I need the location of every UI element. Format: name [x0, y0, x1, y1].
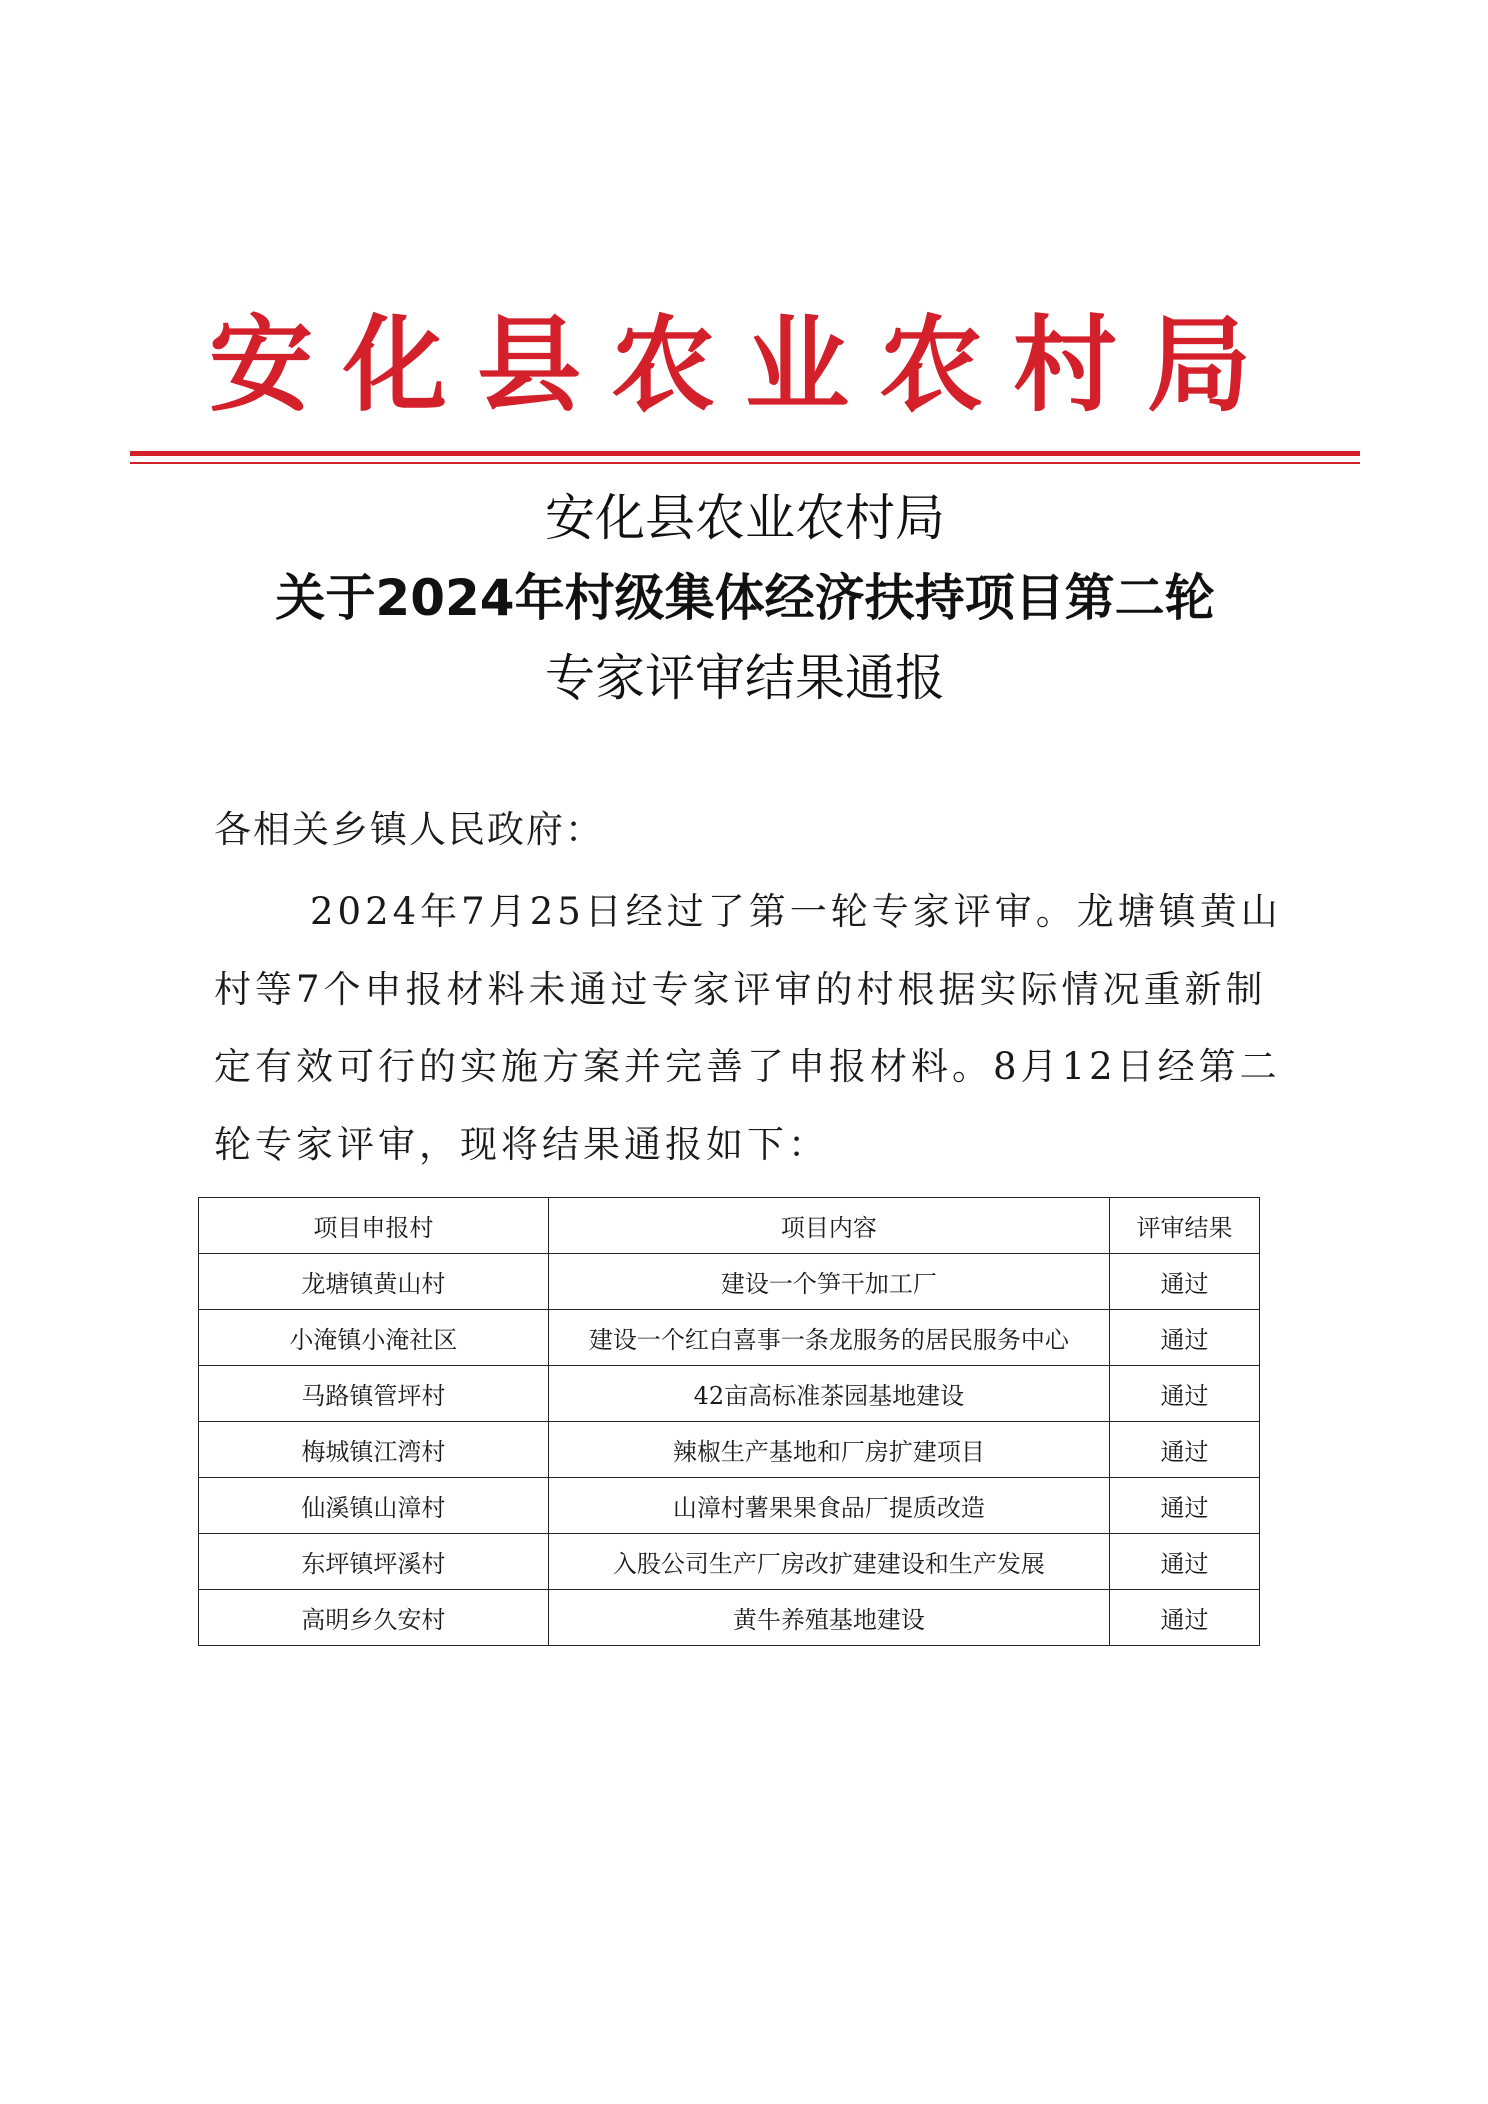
cell-village: 梅城镇江湾村 [199, 1422, 549, 1478]
header-village: 项目申报村 [199, 1198, 549, 1254]
cell-village: 龙塘镇黄山村 [199, 1254, 549, 1310]
cell-result: 通过 [1110, 1366, 1260, 1422]
results-table [198, 1197, 1260, 1646]
cell-result: 通过 [1110, 1422, 1260, 1478]
doc-title-line-3: 专家评审结果通报 [545, 649, 945, 707]
cell-content: 山漳村薯果果食品厂提质改造 [548, 1478, 1109, 1534]
salutation: 各相关乡镇人民政府： [214, 808, 604, 851]
body-line-3: 定有效可行的实施方案并完善了申报材料。8月12日经第二 [214, 1045, 1281, 1088]
table-row [199, 1310, 1260, 1366]
cell-village: 马路镇管坪村 [199, 1366, 549, 1422]
cell-village: 小淹镇小淹社区 [199, 1310, 549, 1366]
cell-result: 通过 [1110, 1254, 1260, 1310]
cell-result: 通过 [1110, 1478, 1260, 1534]
cell-content: 入股公司生产厂房改扩建建设和生产发展 [548, 1534, 1109, 1590]
letterhead-title: 安化县农业农村局 [208, 303, 1281, 426]
letterhead-rule-thick [130, 451, 1360, 456]
cell-content: 42亩高标准茶园基地建设 [548, 1366, 1109, 1422]
table-row [199, 1422, 1260, 1478]
table-row [199, 1366, 1260, 1422]
table-row [199, 1534, 1260, 1590]
cell-result: 通过 [1110, 1590, 1260, 1646]
table-row [199, 1590, 1260, 1646]
body-line-4: 轮专家评审，现将结果通报如下： [214, 1123, 829, 1166]
cell-village: 仙溪镇山漳村 [199, 1478, 549, 1534]
cell-content: 黄牛养殖基地建设 [548, 1590, 1109, 1646]
cell-village: 东坪镇坪溪村 [199, 1534, 549, 1590]
header-content: 项目内容 [548, 1198, 1109, 1254]
cell-result: 通过 [1110, 1310, 1260, 1366]
cell-result: 通过 [1110, 1534, 1260, 1590]
doc-title-line-2: 关于2024年村级集体经济扶持项目第二轮 [275, 569, 1215, 627]
letterhead-rule-thin [130, 462, 1360, 464]
cell-content: 建设一个红白喜事一条龙服务的居民服务中心 [548, 1310, 1109, 1366]
doc-title-line-1: 安化县农业农村局 [545, 489, 945, 547]
header-result: 评审结果 [1110, 1198, 1260, 1254]
cell-content: 辣椒生产基地和厂房扩建项目 [548, 1422, 1109, 1478]
table-row [199, 1254, 1260, 1310]
body-line-1: 2024年7月25日经过了第一轮专家评审。龙塘镇黄山 [310, 890, 1282, 933]
cell-content: 建设一个笋干加工厂 [548, 1254, 1109, 1310]
body-line-2: 村等7个申报材料未通过专家评审的村根据实际情况重新制 [214, 968, 1267, 1011]
cell-village: 高明乡久安村 [199, 1590, 549, 1646]
table-row [199, 1478, 1260, 1534]
table-header-row [199, 1198, 1260, 1254]
